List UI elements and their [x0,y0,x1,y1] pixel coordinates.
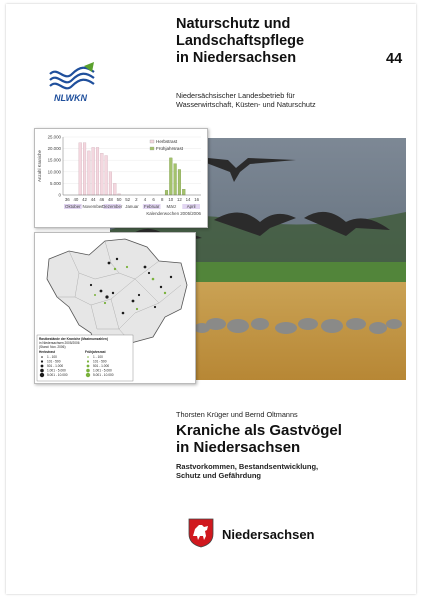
bar-spring [174,164,177,195]
legend-swatch-spring [150,147,154,150]
chart-x-tick: 36 [64,197,70,202]
map-legend-dot-spring [87,360,89,362]
map-legend-item-spring: 1.001 - 5.000 [93,368,112,373]
chart-x-tick: 10 [168,197,174,202]
legend-spring: Frühjahrsrast [156,146,184,151]
bar-spring [182,189,185,195]
bar-autumn [92,147,95,195]
state-name: Niedersachsen [222,527,315,542]
chart-month-label: Oktober [65,204,81,209]
map-legend-item-autumn: 5.001 - 10.000 [47,373,68,377]
map-legend-dot-spring [86,373,90,377]
chart-x-tick: 42 [82,197,88,202]
bar-spring [169,158,172,195]
crane-count-chart [35,129,207,227]
agency-name [176,91,396,109]
map-legend-item-spring: 501 - 1.000 [93,364,110,368]
bar-autumn [105,156,108,195]
map-panel [34,232,196,384]
chart-y-tick: 5.000 [50,180,61,186]
series-title-line: Naturschutz und [176,16,291,32]
map-legend-header-autumn: Herbstrast [39,350,55,354]
bar-autumn [96,147,99,195]
map-legend-item-spring: 101 - 500 [93,359,107,364]
subtitle-line: Schutz und Gefährdung [176,471,261,480]
chart-x-tick: 48 [107,197,113,202]
map-legend-dot-spring [86,369,90,373]
logo-text: NLWKN [54,93,87,103]
chart-month-label: April [186,204,196,209]
legend-swatch-autumn [150,140,154,143]
map-legend-dot-autumn [41,356,43,358]
legend-autumn: Herbstrast [156,139,178,144]
map-legend-dot-autumn [40,373,44,377]
chart-month-label: November [82,204,103,209]
subtitle-line: Rastvorkommen, Bestandsentwicklung, [176,462,319,471]
map-legend-item-autumn: 101 - 500 [47,359,61,364]
series-title [176,16,386,67]
lower-saxony-crest-icon [188,518,214,548]
map-legend-item-autumn: 1.001 - 5.000 [47,368,66,373]
chart-month-label: Dezember [102,204,123,209]
bar-autumn [100,153,103,195]
map-legend-item-autumn: 501 - 1.000 [47,364,64,368]
chart-month-label: Februar [144,204,160,209]
authors: Thorsten Krüger und Bernd Oltmanns [176,410,298,419]
map-legend-dot-autumn [41,360,43,362]
title-line: in Niedersachsen [176,439,301,456]
chart-x-tick: 16 [194,197,200,202]
map-legend-header-spring: Frühjahrsrast [85,350,106,354]
map-legend-item-spring: 5.001 - 10.000 [93,373,114,377]
chart-month-label: Januar [125,204,139,209]
chart-y-label: Anzahl Kraniche [37,150,42,182]
chart-x-tick: 50 [116,197,122,202]
map-legend-dot-autumn [40,369,44,373]
chart-x-tick: 44 [90,197,96,202]
series-title-line: in Niedersachsen [176,50,297,66]
chart-x-tick: 46 [99,197,105,202]
chart-x-label: Kalenderwochen 2005/2006 [146,211,201,216]
chart-x-tick: 4 [143,197,147,202]
bar-autumn [87,151,90,195]
series-number: 44 [386,51,403,67]
chart-x-tick: 14 [185,197,191,202]
chart-y-tick: 25.000 [47,134,61,140]
map-legend-item-spring: 1 - 100 [93,355,103,359]
publication-subtitle [176,462,396,480]
series-title-line: Landschaftspflege [176,33,305,49]
chart-y-tick: 15.000 [47,157,61,163]
map-legend-dot-spring [87,365,90,368]
agency-line: Niedersächsischer Landesbetrieb für [176,91,295,100]
chart-month-label: März [166,204,177,209]
map-legend-dot-autumn [41,365,44,368]
chart-x-tick: 40 [73,197,79,202]
chart-x-tick: 6 [152,197,155,202]
title-line: Kraniche als Gastvögel [176,422,342,439]
bar-autumn [83,143,86,195]
map-legend-title: in Niedersachsen 2005/2006 [39,341,80,345]
chart-y-tick: 0 [58,192,61,198]
map-legend-title: Rastbestände der Kraniche (Maximumzahlen) [39,337,108,341]
bar-spring [178,169,181,195]
map-legend-dot-spring [87,356,89,358]
bar-spring [165,190,168,195]
nlwkn-logo [48,60,100,106]
chart-x-tick: 12 [176,197,182,202]
chart-y-tick: 10.000 [47,169,61,175]
chart-panel [34,128,208,228]
publication-title [176,422,396,456]
chart-x-tick: 8 [160,197,164,202]
chart-x-tick: 52 [125,197,131,202]
map-legend-item-autumn: 1 - 100 [47,355,57,359]
map-legend-title: (Stand: Nov. 2006) [39,345,66,349]
bar-autumn [79,143,82,195]
chart-x-tick: 2 [135,197,138,202]
agency-line: Wasserwirtschaft, Küsten- und Naturschutz [176,100,316,109]
bar-autumn [113,183,116,195]
chart-y-tick: 20.000 [47,146,61,152]
bar-autumn [109,172,112,195]
lower-saxony-map [35,233,195,383]
